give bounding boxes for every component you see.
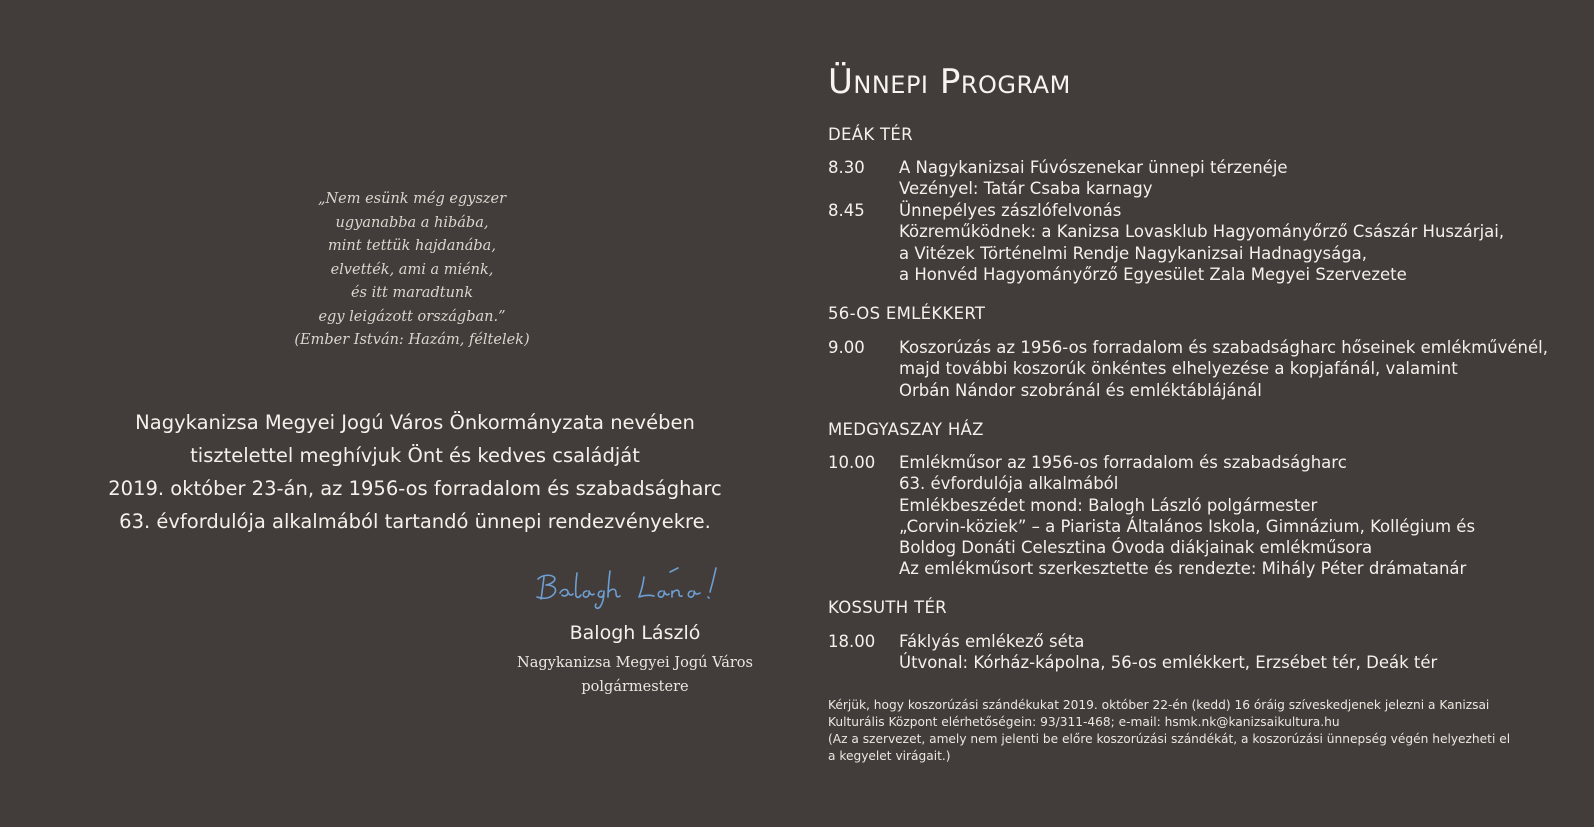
note-line: Kérjük, hogy koszorúzási szándékukat 2019. október 22-én (kedd) 16 óráig szíveskedjenek jelezni a Kanizsai <box>828 698 1490 712</box>
entry-description <box>899 631 1579 674</box>
entry-line: „Corvin-köziek” – a Piarista Általános Iskola, Gimnázium, Kollégium és <box>899 516 1476 536</box>
program-panel <box>828 0 1568 827</box>
entry-time: 8.45 <box>828 201 865 220</box>
poem-quote <box>212 188 612 353</box>
entry-line: 63. évfordulója alkalmából <box>899 474 1119 494</box>
entry-line: A Nagykanizsai Fúvószenekar ünnepi térzenéje <box>899 158 1288 177</box>
quote-line: elvették, ami a miénk, <box>330 261 494 278</box>
section-title-56-os-emlekkert: 56-OS EMLÉKKERT <box>828 304 986 323</box>
entry-line: Emlékműsor az 1956-os forradalom és szabadságharc <box>899 453 1347 472</box>
entry-line: Vezényel: Tatár Csaba karnagy <box>899 179 1153 199</box>
entry-line: Emlékbeszédet mond: Balogh László polgármester <box>899 495 1318 515</box>
signer-title <box>470 651 800 699</box>
handwritten-signature <box>532 565 742 613</box>
entry-line: Fáklyás emlékező séta <box>899 632 1085 651</box>
entry-line: Ünnepélyes zászlófelvonás <box>899 201 1122 220</box>
entry-line: a Honvéd Hagyományőrző Egyesület Zala Megyei Szervezete <box>899 264 1407 284</box>
invitation-line: 2019. október 23-án, az 1956-os forradalom és szabadságharc <box>108 477 722 500</box>
quote-line: egy leigázott országban.” <box>318 308 506 325</box>
entry-line: Az emlékműsort szerkesztette és rendezte: Mihály Péter drámatanár <box>899 559 1467 579</box>
entry-line: majd további koszorúk önkéntes elhelyezése a kopjafánál, valamint <box>899 359 1458 379</box>
entry-description <box>899 157 1579 200</box>
entry-description <box>899 200 1579 285</box>
signer-title-line: polgármestere <box>581 679 689 695</box>
signer-title-line: Nagykanizsa Megyei Jogú Város <box>517 655 753 671</box>
quote-line: ugyanabba a hibába, <box>335 214 489 231</box>
entry-line: Boldog Donáti Celesztina Óvoda diákjainak emlékműsora <box>899 538 1373 558</box>
section-title-deak-ter: DEÁK TÉR <box>828 125 913 144</box>
quote-attribution: (Ember István: Hazám, féltelek) <box>294 332 530 348</box>
note-line: (Az a szervezet, amely nem jelenti be előre koszorúzási szándékát, a koszorúzási ünnepség végén helyezheti el <box>828 732 1511 746</box>
program-title: Ünnepi Program <box>828 62 1071 102</box>
registration-note <box>828 697 1528 765</box>
note-line: Kulturális Központ elérhetőségein: 93/311-468; e-mail: hsmk.nk@kanizsaikultura.hu <box>828 715 1340 729</box>
entry-line: a Vitézek Történelmi Rendje Nagykanizsai Hadnagysága, <box>899 243 1368 263</box>
entry-time: 8.30 <box>828 158 865 177</box>
entry-time: 9.00 <box>828 338 865 357</box>
quote-line: mint tettük hajdanába, <box>328 238 496 254</box>
entry-line: Koszorúzás az 1956-os forradalom és szabadságharc hőseinek emlékművénél, <box>899 338 1548 357</box>
invitation-line: tisztelettel meghívjuk Önt és kedves családját <box>190 444 640 467</box>
section-title-medgyaszay-haz: MEDGYASZAY HÁZ <box>828 420 984 439</box>
signer-name: Balogh László <box>569 622 701 644</box>
entry-description <box>899 337 1579 401</box>
invitation-text <box>60 406 770 538</box>
entry-line: Orbán Nándor szobránál és emléktáblájánál <box>899 380 1262 400</box>
invitation-line: 63. évfordulója alkalmából tartandó ünnepi rendezvényekre. <box>119 510 711 533</box>
quote-line: és itt maradtunk <box>350 285 474 301</box>
entry-line: Útvonal: Kórház-kápolna, 56-os emlékkert, Erzsébet tér, Deák tér <box>899 653 1438 673</box>
entry-time: 10.00 <box>828 453 876 472</box>
entry-line: Közreműködnek: a Kanizsa Lovasklub Hagyományőrző Császár Huszárjai, <box>899 222 1505 242</box>
invitation-line: Nagykanizsa Megyei Jogú Város Önkormányzata nevében <box>135 411 695 434</box>
entry-description <box>899 452 1579 580</box>
entry-time: 18.00 <box>828 632 876 651</box>
section-title-kossuth-ter: KOSSUTH TÉR <box>828 598 947 617</box>
note-line: a kegyelet virágait.) <box>828 749 951 763</box>
quote-line: „Nem esünk még egyszer <box>317 191 507 207</box>
